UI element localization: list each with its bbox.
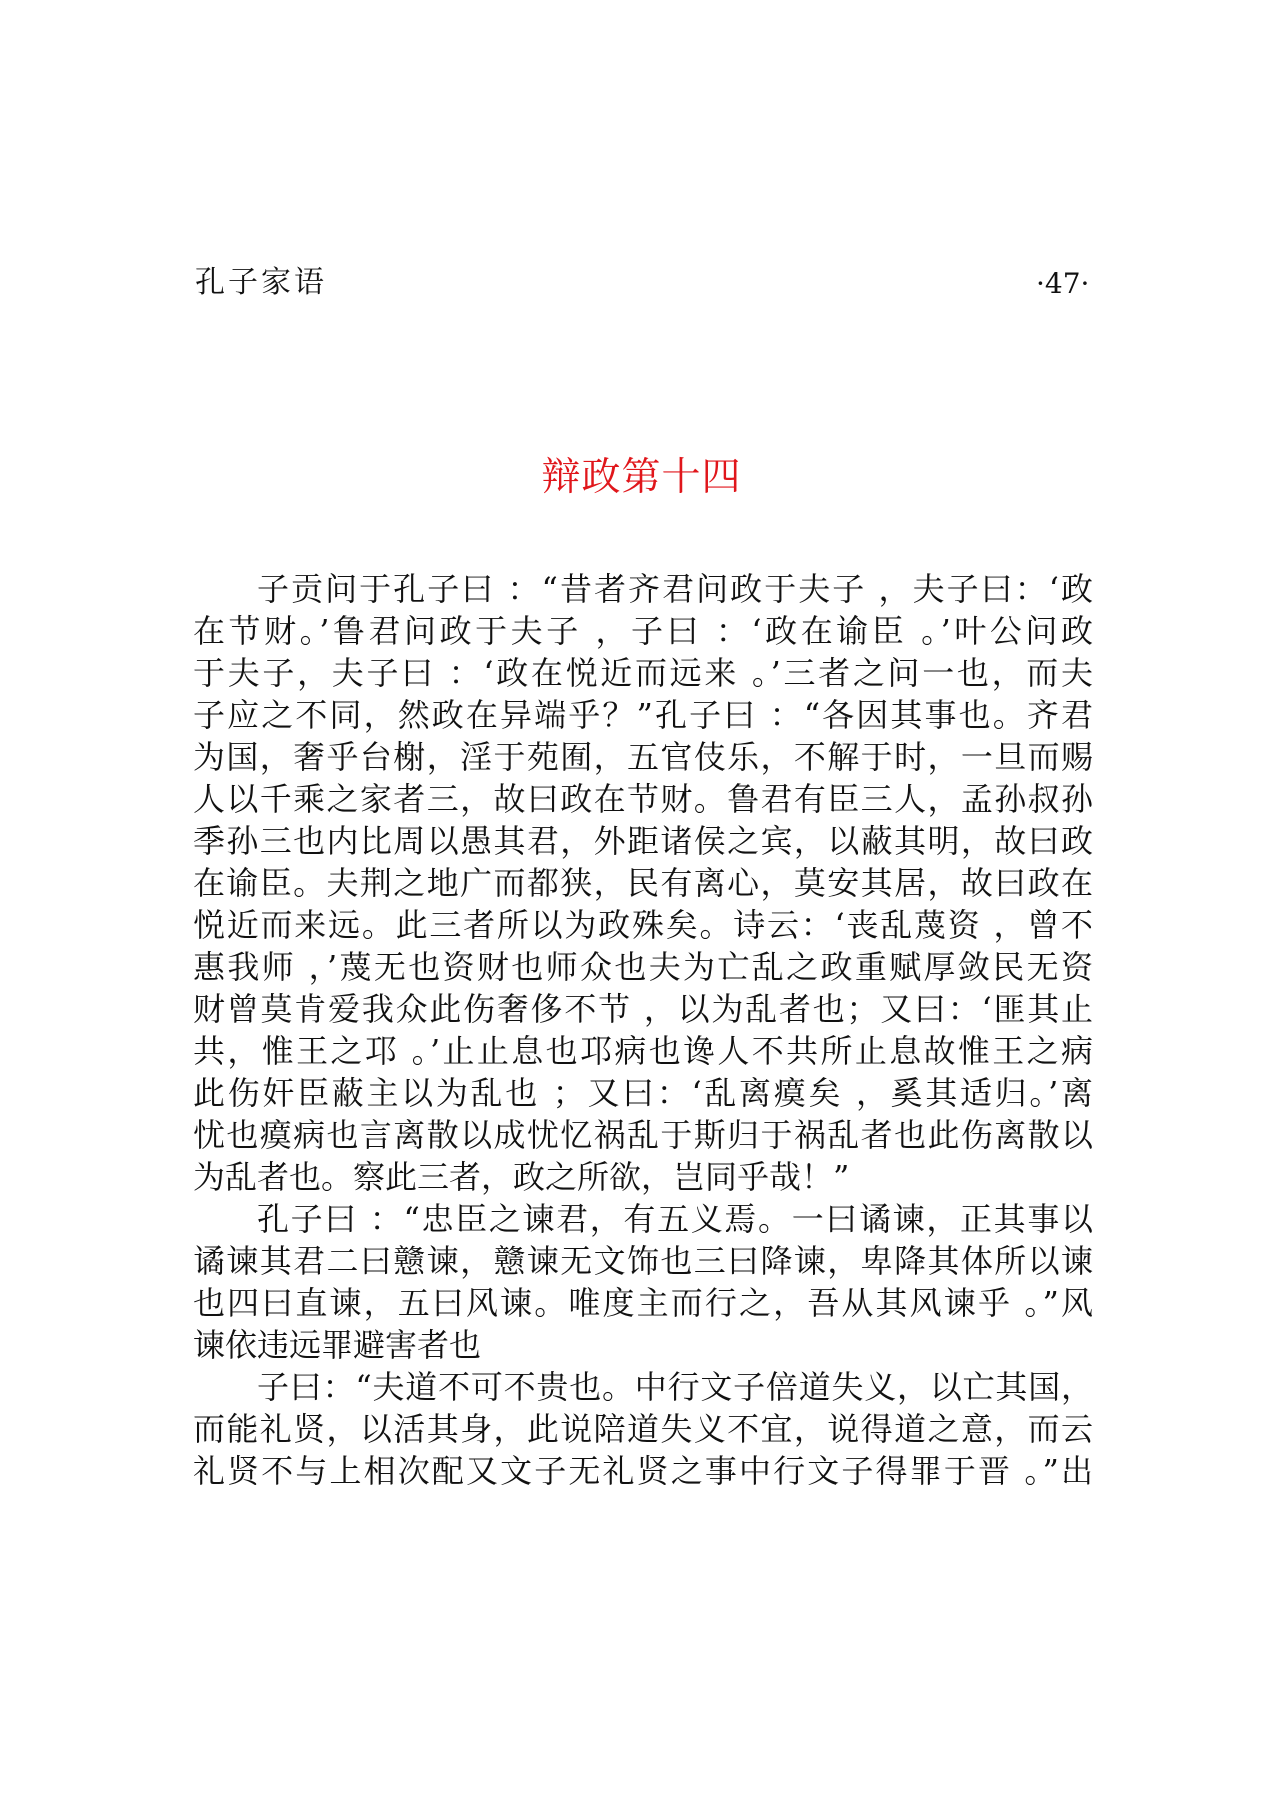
text-line: 子贡问于孔子曰 ：“昔者齐君问政于夫子 ，夫子曰：‘政 [257, 570, 1093, 608]
text-line: 于夫子，夫子曰 ：‘政在悦近而远来 。’三者之问一也，而夫 [193, 654, 1093, 692]
text-line: 人以千乘之家者三，故曰政在节财。鲁君有臣三人，孟孙叔孙 [193, 780, 1093, 818]
text-line: 为国，奢乎台榭，淫于苑囿，五官伎乐，不解于时，一旦而赐 [193, 738, 1093, 776]
text-line: 而能礼贤，以活其身，此说陪道失义不宜，说得道之意，而云 [193, 1410, 1093, 1448]
text-line: 为乱者也。察此三者，政之所欲，岂同乎哉！” [193, 1158, 850, 1196]
page-number: ·47· [1036, 267, 1090, 300]
text-line: 季孙三也内比周以愚其君，外距诸侯之宾，以蔽其明，故曰政 [193, 822, 1093, 860]
text-line: 此伤奸臣蔽主以为乱也 ；又曰：‘乱离瘼矣 ，奚其适归。’离 [193, 1074, 1093, 1112]
text-line: 财曾莫肯爱我众此伤奢侈不节 ，以为乱者也；又曰：‘匪其止 [193, 990, 1093, 1028]
paragraph-2 [193, 1198, 1093, 1366]
text-line: 谏依违远罪避害者也 [193, 1326, 482, 1364]
text-line: 礼贤不与上相次配又文子无礼贤之事中行文子得罪于晋 。”出 [193, 1452, 1093, 1490]
text-line: 也四曰直谏，五曰风谏。唯度主而行之，吾从其风谏乎 。”风 [193, 1284, 1093, 1322]
paragraph-1 [193, 568, 1093, 1198]
text-line: 惠我师 ，’蔑无也资财也师众也夫为亡乱之政重赋厚敛民无资 [193, 948, 1093, 986]
text-line: 共，惟王之邛 。’止止息也邛病也谗人不共所止息故惟王之病 [193, 1032, 1093, 1070]
body-text [193, 568, 1093, 1492]
running-header-book-title: 孔子家语 [195, 265, 327, 300]
text-line: 忧也瘼病也言离散以成忧忆祸乱于斯归于祸乱者也此伤离散以 [193, 1116, 1093, 1154]
paragraph-3 [193, 1366, 1093, 1492]
text-line: 悦近而来远。此三者所以为政殊矣。诗云：‘丧乱蔑资 ，曾不 [193, 906, 1093, 944]
text-line: 孔子曰 ：“忠臣之谏君，有五义焉。一曰谲谏，正其事以 [257, 1200, 1093, 1238]
text-line: 子曰：“夫道不可不贵也。中行文子倍道失义，以亡其国， [257, 1368, 1093, 1406]
chapter-title: 辩政第十四 [541, 455, 742, 500]
text-line: 谲谏其君二曰戆谏，戆谏无文饰也三曰降谏，卑降其体所以谏 [193, 1242, 1093, 1280]
text-line: 在节财。’鲁君问政于夫子 ，子曰 ：‘政在谕臣 。’叶公问政 [193, 612, 1093, 650]
text-line: 子应之不同，然政在异端乎？”孔子曰 ：“各因其事也。齐君 [193, 696, 1093, 734]
text-line: 在谕臣。夫荆之地广而都狭，民有离心，莫安其居，故曰政在 [193, 864, 1093, 902]
